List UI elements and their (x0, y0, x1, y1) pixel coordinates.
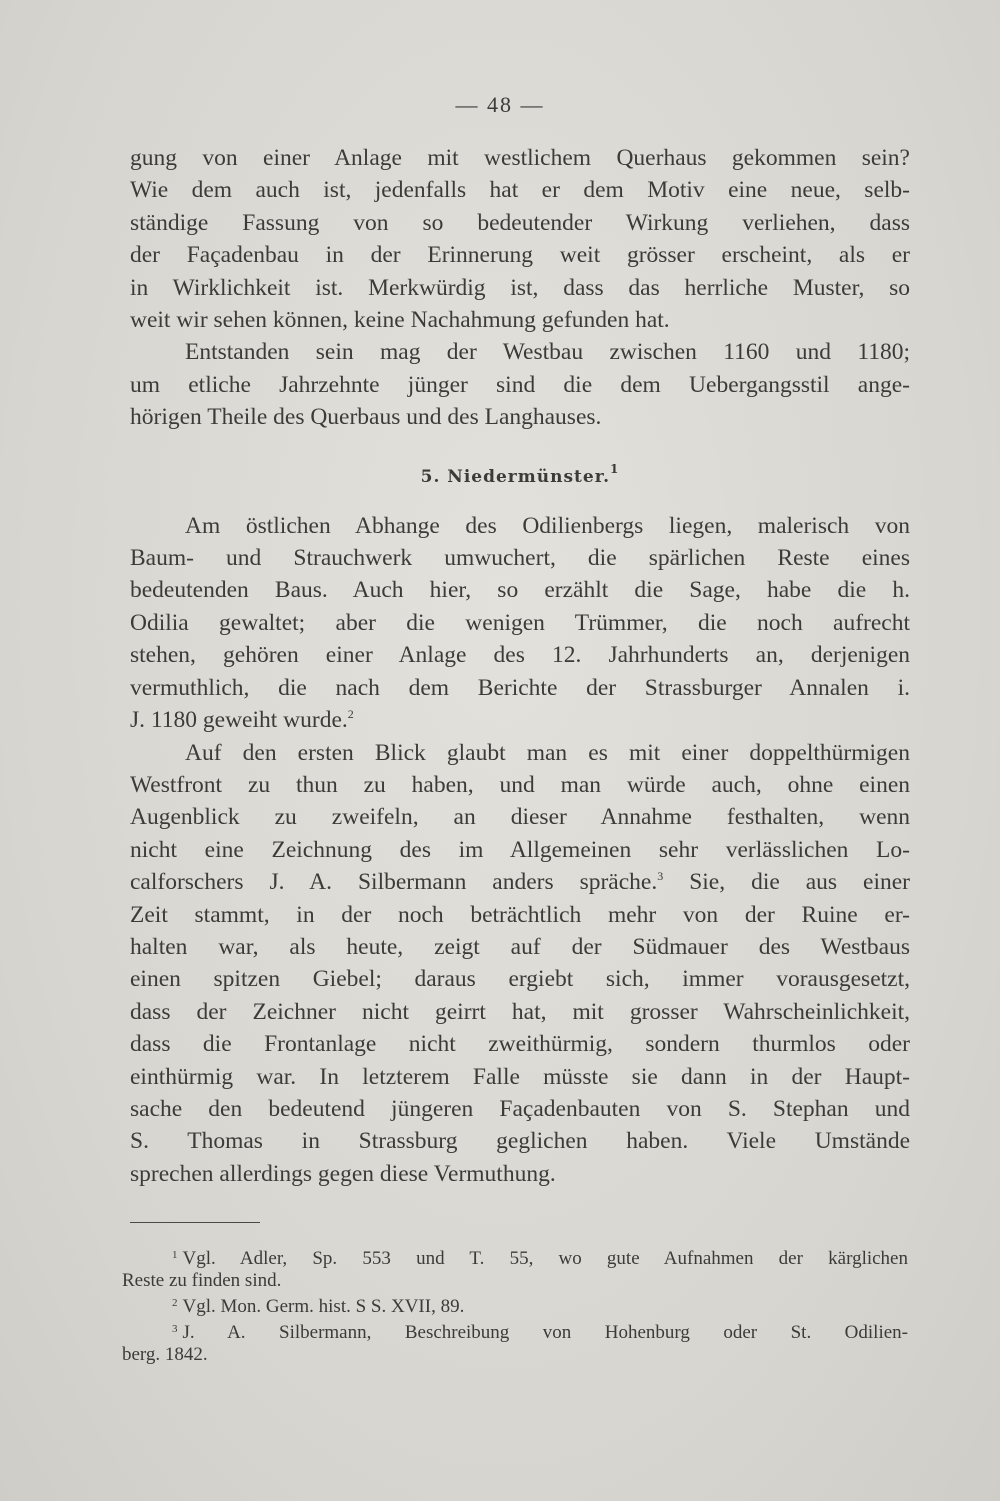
paragraphs-after-heading (130, 510, 910, 1191)
text-line (130, 996, 910, 1028)
footnote-line (122, 1248, 908, 1270)
line-text: um etliche Jahrzehnte jünger sind die dem Uebergangsstil ange- (130, 371, 910, 398)
line-text: weit wir sehen können, keine Nachahmung gefunden hat. (130, 307, 670, 334)
footnote-line (122, 1296, 908, 1318)
text-line (130, 401, 910, 433)
footnote-text: berg. 1842. (122, 1344, 208, 1365)
text-line (130, 336, 910, 368)
line-text: vermuthlich, die nach dem Berichte der Strassburger Annalen i. (130, 674, 910, 701)
text-line (130, 899, 910, 931)
footnote-number: 2 (172, 1297, 178, 1309)
footnote-line (122, 1270, 908, 1292)
line-text: Sie, die aus einer (663, 869, 911, 896)
footnote-text: Vgl. Mon. Germ. hist. S S. XVII, 89. (182, 1296, 465, 1317)
footnote-mark: 3 (657, 869, 664, 884)
text-line (130, 801, 910, 833)
text-line (130, 510, 910, 542)
line-text: sprechen allerdings gegen diese Vermuthung. (130, 1160, 556, 1187)
line-text: einthürmig war. In letzterem Falle müsste sie dann in der Haupt- (130, 1063, 910, 1090)
paragraphs-before-heading (130, 142, 910, 434)
footnote (122, 1248, 908, 1292)
footnote-separator (130, 1222, 260, 1223)
text-line (130, 174, 910, 206)
line-text: gung von einer Anlage mit westlichem Querhaus gekommen sein? (130, 145, 910, 171)
text-line (130, 672, 910, 704)
line-text: Augenblick zu zweifeln, an dieser Annahme festhalten, wenn (130, 804, 910, 831)
line-text: Entstanden sein mag der Westbau zwischen 1160 und 1180; (185, 339, 910, 366)
paragraph (130, 336, 910, 433)
footnote-line (122, 1344, 908, 1366)
text-line (130, 207, 910, 239)
line-text: Odilia gewaltet; aber die wenigen Trümmer, die noch aufrecht (130, 609, 910, 636)
text-line (130, 574, 910, 606)
text-line (130, 1061, 910, 1093)
footnote-mark: 2 (347, 707, 354, 722)
line-text: S. Thomas in Strassburg geglichen haben. Viele Umstände (130, 1128, 910, 1155)
text-line (130, 866, 910, 898)
line-text: calforschers J. A. Silbermann anders spräche. (130, 869, 658, 896)
text-line (130, 769, 910, 801)
line-text: dass die Frontanlage nicht zweithürmig, sondern thurmlos oder (130, 1031, 910, 1058)
text-line (130, 639, 910, 671)
footnote-text: Reste zu finden sind. (122, 1270, 282, 1291)
text-line (130, 272, 910, 304)
text-line (130, 542, 910, 574)
footnote-text: J. A. Silbermann, Beschreibung von Hohenburg oder St. Odilien- (182, 1322, 908, 1343)
footnote (122, 1322, 908, 1366)
line-text: halten war, als heute, zeigt auf der Südmauer des Westbaus (130, 933, 910, 960)
text-line (130, 1093, 910, 1125)
section-heading (130, 461, 910, 490)
text-line (130, 931, 910, 963)
text-line (130, 239, 910, 271)
line-text: Westfront zu thun zu haben, und man würde auch, ohne einen (130, 771, 910, 798)
text-line (130, 834, 910, 866)
text-line (130, 304, 910, 336)
line-text: einen spitzen Giebel; daraus ergiebt sich, immer vorausgesetzt, (130, 966, 910, 993)
line-text: J. 1180 geweiht wurde. (130, 707, 348, 734)
line-text: ständige Fassung von so bedeutender Wirkung verliehen, dass (130, 209, 910, 236)
line-text: hörigen Theile des Querbaus und des Langhauses. (130, 404, 602, 431)
footnote-text: Vgl. Adler, Sp. 553 und T. 55, wo gute Aufnahmen der kärglichen (182, 1248, 908, 1269)
line-text: nicht eine Zeichnung des im Allgemeinen sehr verlässlichen Lo- (130, 836, 910, 863)
text-line (130, 737, 910, 769)
text-line (130, 704, 910, 736)
text-line (130, 1125, 910, 1157)
text-line (130, 142, 910, 174)
line-text: stehen, gehören einer Anlage des 12. Jahrhunderts an, derjenigen (130, 642, 910, 669)
paragraph (130, 737, 910, 1191)
text-line (130, 607, 910, 639)
footnote-number: 3 (172, 1323, 178, 1335)
footnote-line (122, 1322, 908, 1344)
line-text: in Wirklichkeit ist. Merkwürdig ist, dass das herrliche Muster, so (130, 274, 910, 301)
line-text: Baum- und Strauchwerk umwuchert, die spärlichen Reste eines (130, 545, 910, 572)
heading-footnote-mark: 1 (610, 461, 620, 476)
page-number: — 48 — (455, 92, 545, 117)
line-text: bedeutenden Baus. Auch hier, so erzählt die Sage, habe die h. (130, 577, 910, 604)
footnote-number: 1 (172, 1249, 178, 1261)
text-line (130, 1028, 910, 1060)
line-text: Wie dem auch ist, jedenfalls hat er dem Motiv eine neue, selb- (130, 177, 910, 204)
text-line (130, 1158, 910, 1190)
paragraph (130, 142, 910, 336)
section-heading-text: 5. Niedermünster. (420, 466, 611, 487)
line-text: dass der Zeichner nicht geirrt hat, mit grosser Wahrscheinlichkeit, (130, 998, 910, 1025)
line-text: Zeit stammt, in der noch beträchtlich mehr von der Ruine er- (130, 901, 910, 928)
footnotes (122, 1248, 908, 1370)
line-text: Auf den ersten Blick glaubt man es mit einer doppelthürmigen (185, 739, 910, 766)
line-text: sache den bedeutend jüngeren Façadenbauten von S. Stephan und (130, 1095, 910, 1122)
footnote (122, 1296, 908, 1318)
line-text: der Façadenbau in der Erinnerung weit grösser erscheint, als er (130, 242, 910, 269)
line-text: Am östlichen Abhange des Odilienbergs liegen, malerisch von (185, 512, 910, 539)
text-line (130, 369, 910, 401)
body-text (130, 142, 910, 1190)
paragraph (130, 510, 910, 737)
text-line (130, 963, 910, 995)
